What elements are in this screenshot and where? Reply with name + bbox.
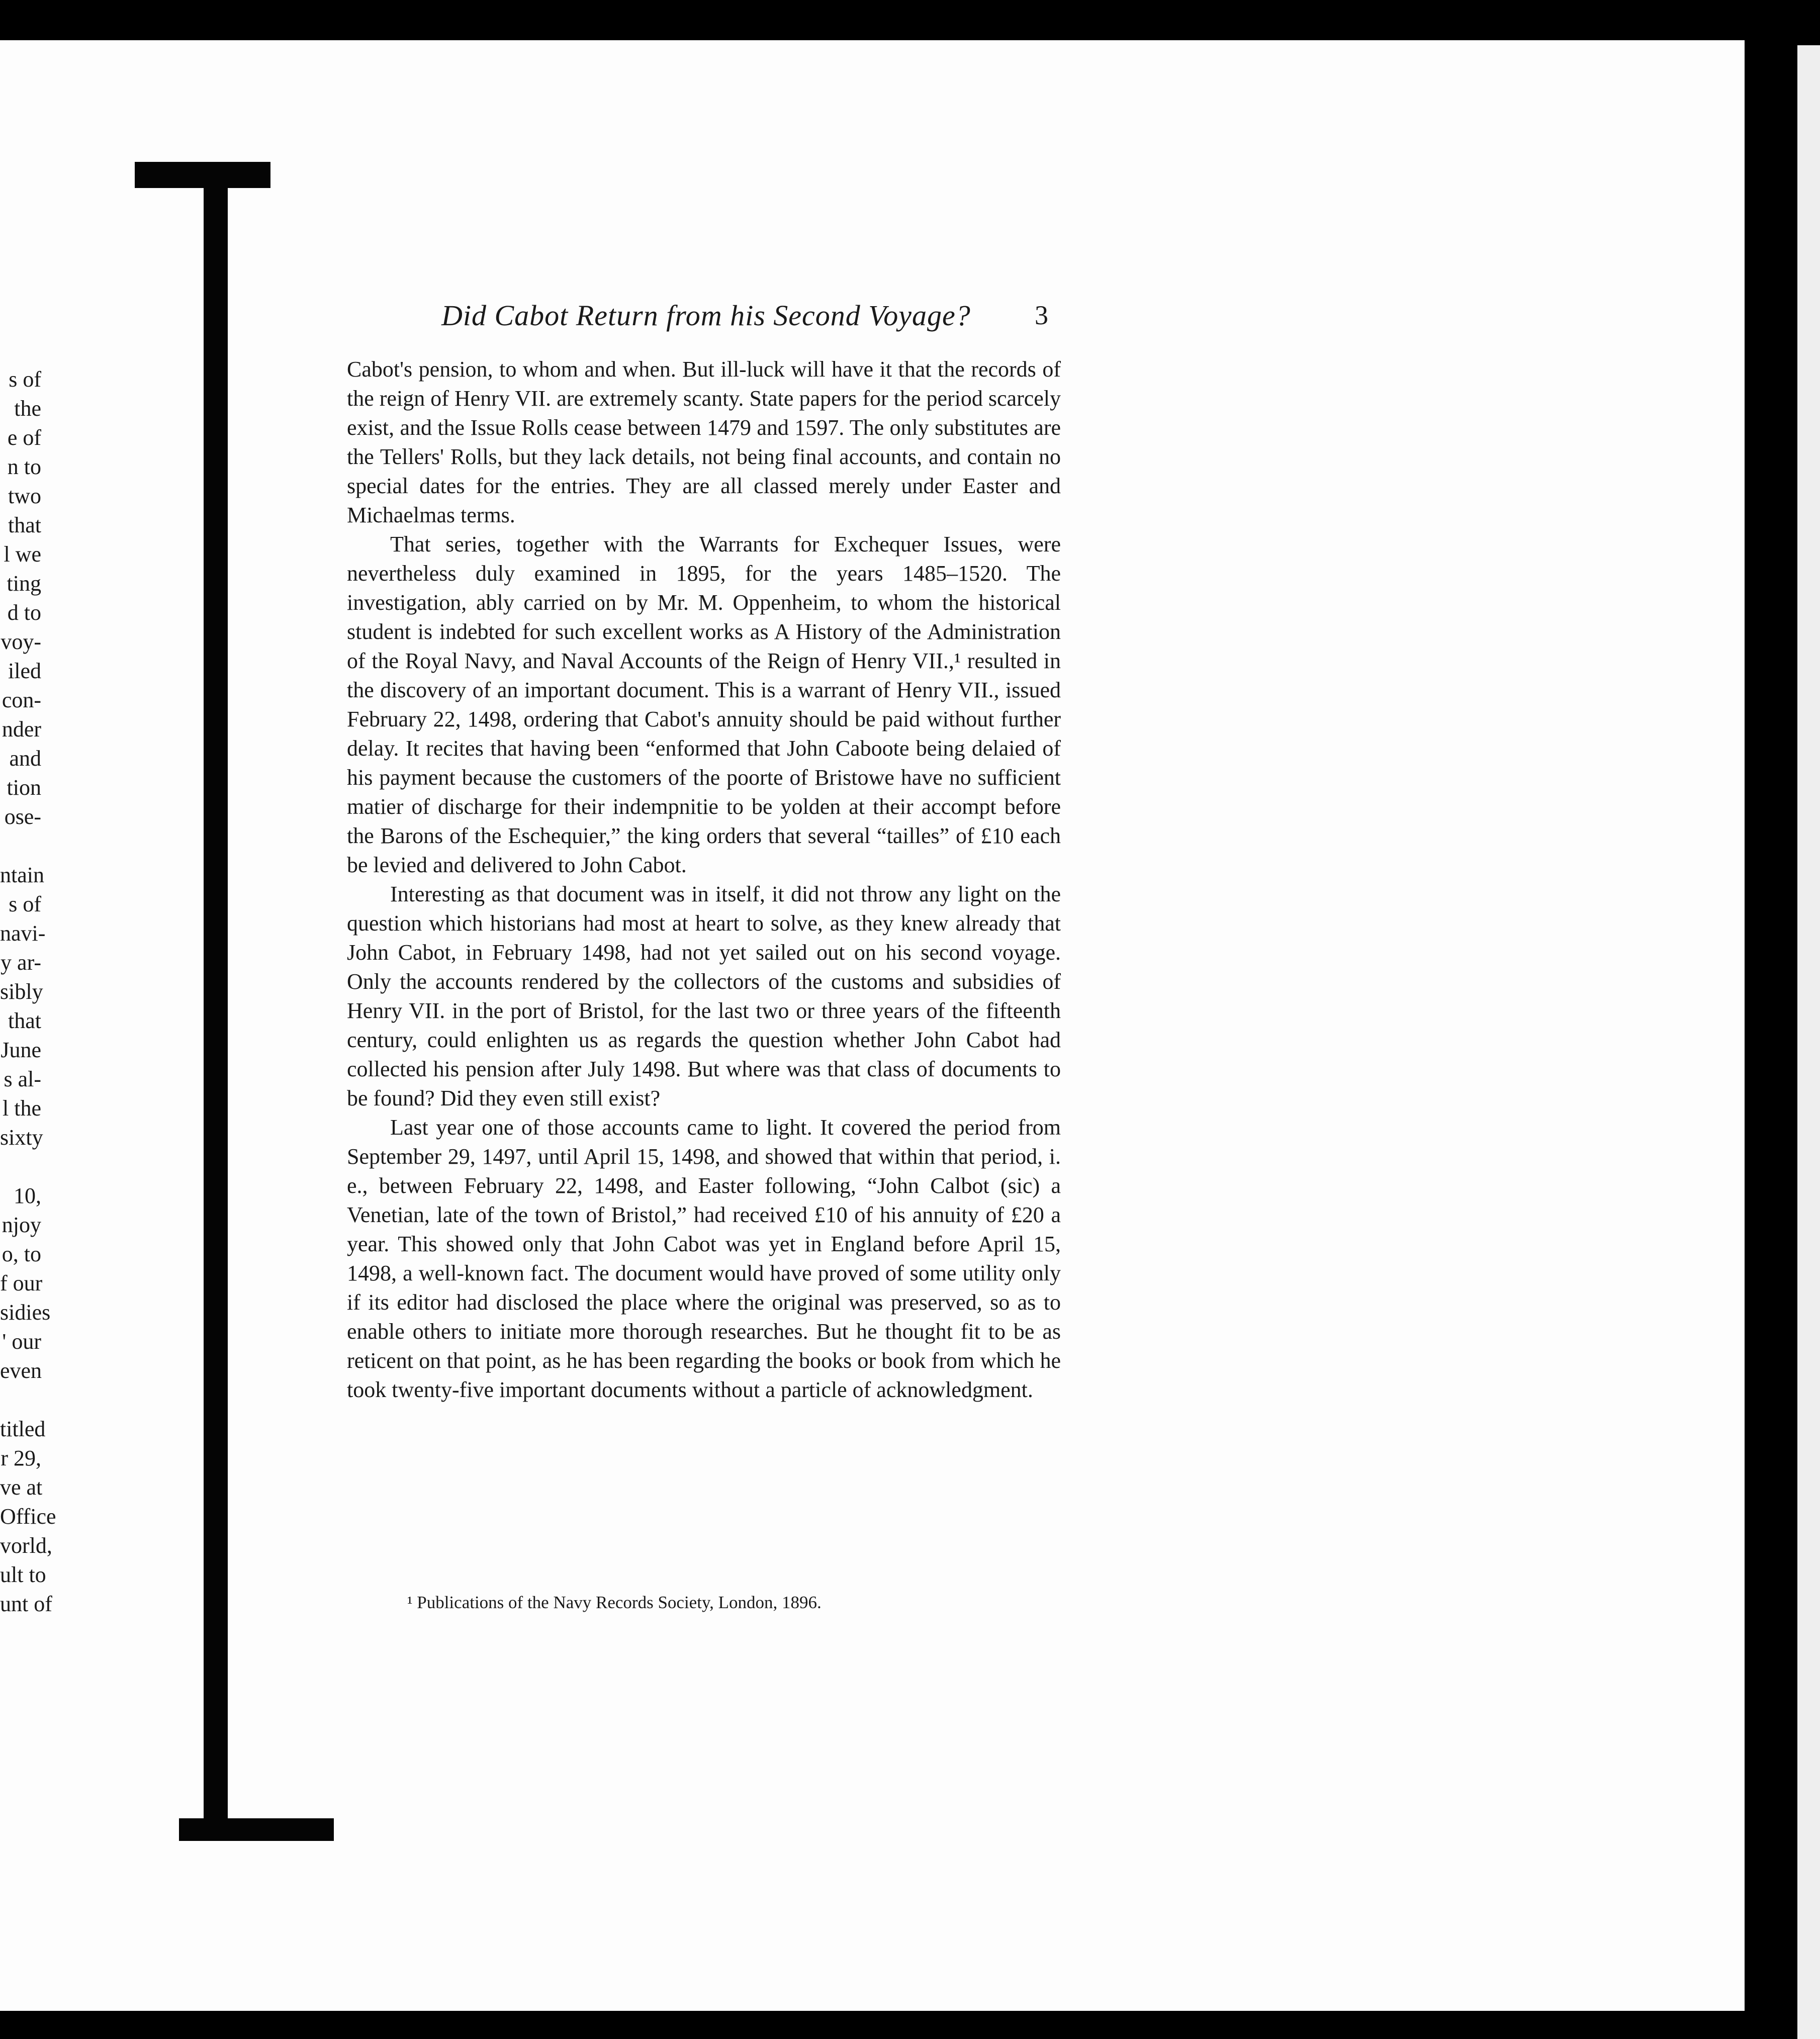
left-page-fragment: [0, 1385, 41, 1415]
left-page-fragment: ' our: [2, 1329, 41, 1354]
page-clamp-bottom: [179, 1818, 334, 1841]
left-page-fragment: ve at: [0, 1475, 43, 1500]
left-page-fragment: l we: [4, 542, 41, 567]
left-page-fragment: ult to: [0, 1562, 46, 1587]
page-clamp-bar: [204, 171, 228, 1830]
left-page-fragment: ting: [7, 571, 41, 596]
left-page-fragment: s al-: [4, 1067, 41, 1091]
left-page-fragment: Office: [0, 1504, 56, 1529]
left-page-fragment: 10,: [14, 1183, 41, 1208]
left-page-fragment: and: [9, 746, 41, 771]
next-page-edge: [1797, 45, 1820, 2039]
left-page-fragment: ntain: [0, 863, 44, 887]
left-page-fragment: s of: [9, 367, 41, 392]
left-page-fragment: vorld,: [0, 1533, 52, 1558]
left-page-fragment: con-: [2, 688, 41, 712]
left-page-text-fragments: [0, 365, 56, 1682]
left-page-fragment: e of: [7, 425, 41, 450]
left-page-fragment: r 29,: [1, 1446, 41, 1470]
page-clamp-top: [135, 162, 270, 188]
left-page-fragment: titled: [0, 1417, 46, 1441]
left-page-fragment: f our: [0, 1271, 43, 1295]
left-page-fragment: sidies: [0, 1300, 51, 1325]
left-page-fragment: navi-: [0, 921, 46, 946]
left-page-fragment: nder: [2, 717, 41, 742]
footnote: ¹ Publications of the Navy Records Society, London, 1896.: [407, 1593, 822, 1612]
left-page-fragment: June: [1, 1038, 41, 1062]
left-page-fragment: unt of: [0, 1592, 52, 1616]
page-number: 3: [1035, 300, 1048, 330]
left-page-fragment: [0, 1152, 41, 1181]
left-page-fragment: two: [8, 484, 41, 508]
left-page-fragment: d to: [7, 600, 41, 625]
left-page-fragment: that: [8, 1008, 41, 1033]
left-page-fragment: n to: [7, 454, 41, 479]
left-page-fragment: s of: [9, 892, 41, 916]
paragraph: Cabot's pension, to whom and when. But ill-luck will have it that the records of the reign of Henry VII. are extremely scanty. State papers for the period scarcely exist, and the Issue Rolls cease between 1479 and 1597. The only substitutes are the Tellers' Rolls, but they lack details, not being final accounts, and contain no special dates for the entries. They are all classed merely under Easter and Michaelmas terms.: [347, 357, 1061, 527]
scan-edge-bottom: [0, 2011, 1780, 2039]
body-text: [347, 355, 1061, 1405]
left-page-fragment: that: [8, 513, 41, 537]
paragraph: Last year one of those accounts came to light. It covered the period from September 29, 1497, until April 15, 1498, and showed that within that period, i. e., between February 22, 1498, and Easter following, “John Calbot (sic) a Venetian, late of the town of Bristol,” had received £10 of his annuity of £20 a year. This showed only that John Cabot was yet in England before April 15, 1498, a well-known fact. The document would have proved of some utility only if its editor had disclosed the place where the original was preserved, so as to enable others to initiate more thorough researches. But he thought fit to be as reticent on that point, as he has been regarding the books or book from which he took twenty-five important documents without a particle of acknowledgment.: [347, 1115, 1061, 1402]
left-page-fragment: voy-: [1, 629, 41, 654]
paragraph: That series, together with the Warrants for Exchequer Issues, were nevertheless duly examined in 1895, for the years 1485–1520. The investigation, ably carried on by Mr. M. Oppenheim, to whom the historical student is indebted for such excellent works as A History of the Administration of the Royal Navy, and Naval Accounts of the Reign of Henry VII.,¹ resulted in the discovery of an important document. This is a warrant of Henry VII., issued February 22, 1498, ordering that Cabot's annuity should be paid without further delay. It recites that having been “enformed that John Caboote being delaied of his payment because the customers of the poorte of Bristowe have no sufficient matier of discharge for their indempnitie to be yolden at their accompt before the Barons of the Eschequier,” the king orders that several “tailles” of £10 each be levied and delivered to John Cabot.: [347, 532, 1061, 877]
paragraph: Interesting as that document was in itself, it did not throw any light on the question which historians had most at heart to solve, as they knew already that John Cabot, in February 1498, had not yet sailed out on his second voyage. Only the accounts rendered by the collectors of the customs and subsidies of Henry VII. in the port of Bristol, for the last two or three years of the fifteenth century, could enlighten us as regards the question whether John Cabot had collected his pension after July 1498. But where was that class of documents to be found? Did they even still exist?: [347, 882, 1061, 1110]
left-page-fragment: o, to: [2, 1242, 41, 1266]
left-page-fragment: even: [0, 1358, 42, 1383]
left-page-fragment: y ar-: [1, 950, 41, 975]
left-page-fragment: sixty: [0, 1125, 43, 1150]
running-title: Did Cabot Return from his Second Voyage?: [441, 299, 971, 332]
left-page-fragment: njoy: [2, 1213, 41, 1237]
left-page-fragment: l the: [3, 1096, 41, 1121]
left-page-fragment: tion: [7, 775, 41, 800]
left-page-fragment: sibly: [0, 979, 43, 1004]
left-page-fragment: the: [14, 396, 41, 421]
left-page-fragment: ose-: [4, 804, 41, 829]
left-page-fragment: [0, 831, 41, 861]
left-page-fragment: iled: [8, 659, 41, 683]
